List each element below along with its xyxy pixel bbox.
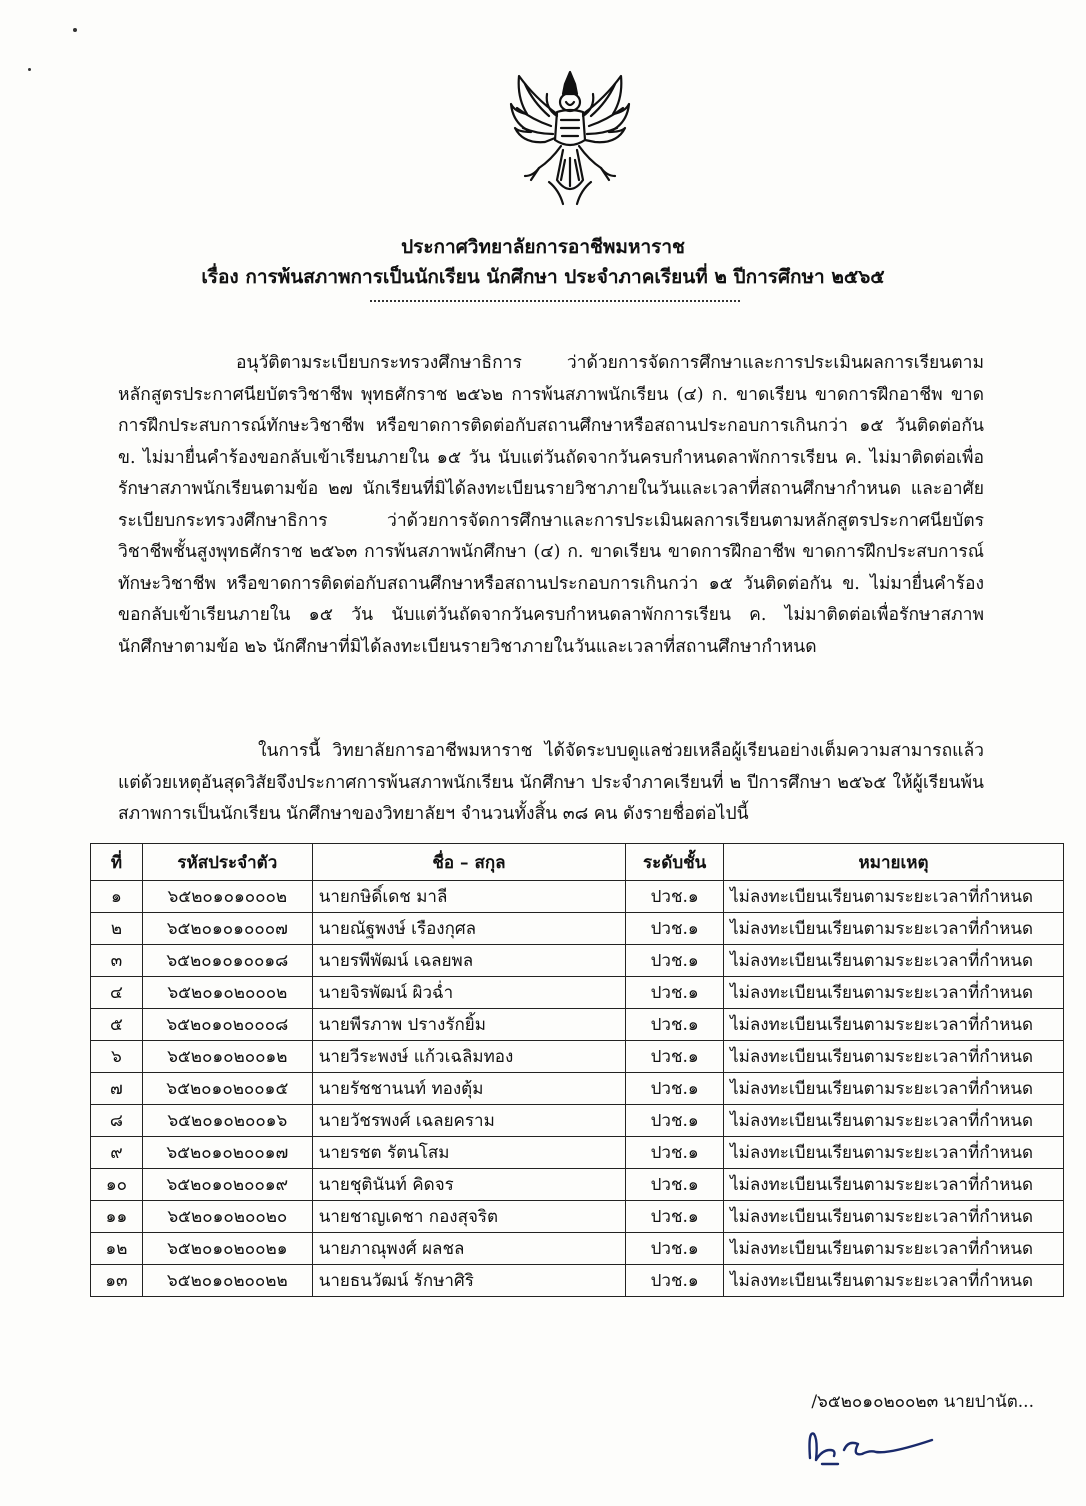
table-header-row	[91, 844, 1064, 881]
table-row	[91, 1265, 1064, 1297]
row-number: ๙	[91, 1137, 143, 1169]
table-row	[91, 1009, 1064, 1041]
student-name: นายธนวัฒน์ รักษาศิริ	[312, 1265, 625, 1297]
class-level: ปวช.๑	[626, 945, 724, 977]
row-number: ๑๐	[91, 1169, 143, 1201]
class-level: ปวช.๑	[626, 1169, 724, 1201]
body-paragraph-2: ในการนี้ วิทยาลัยการอาชีพมหาราช ได้จัดระบบดูแลช่วยเหลือผู้เรียนอย่างเต็มความสามารถแล้วแต่ด้วยเหตุอันสุดวิสัยจึงประกาศการพ้นสภาพนักเรียน นักศึกษา ประจำภาคเรียนที่ ๒ ปีการศึกษา ๒๕๖๕ ให้ผู้เรียนพ้นสภาพการเป็นนักเรียน นักศึกษาของวิทยาลัยฯ จำนวนทั้งสิ้น ๓๘ คน ดังรายชื่อต่อไปนี้	[118, 741, 984, 824]
class-level: ปวช.๑	[626, 1201, 724, 1233]
row-number: ๗	[91, 1073, 143, 1105]
table-body	[91, 881, 1064, 1297]
speck-mark	[28, 68, 31, 71]
class-level: ปวช.๑	[626, 1041, 724, 1073]
row-number: ๘	[91, 1105, 143, 1137]
table-row	[91, 1233, 1064, 1265]
student-table	[90, 843, 1064, 1297]
remark: ไม่ลงทะเบียนเรียนตามระยะเวลาที่กำหนด	[724, 1169, 1064, 1201]
row-number: ๑๓	[91, 1265, 143, 1297]
student-id: ๖๕๒๐๑๐๑๐๐๐๗	[142, 913, 312, 945]
class-level: ปวช.๑	[626, 1105, 724, 1137]
student-name: นายกษิดิ์เดช มาลี	[312, 881, 625, 913]
remark: ไม่ลงทะเบียนเรียนตามระยะเวลาที่กำหนด	[724, 1073, 1064, 1105]
table-row	[91, 1041, 1064, 1073]
table-row	[91, 945, 1064, 977]
announcement-title: ประกาศวิทยาลัยการอาชีพมหาราช	[401, 236, 685, 258]
student-id: ๖๕๒๐๑๐๑๐๐๐๒	[142, 881, 312, 913]
remark: ไม่ลงทะเบียนเรียนตามระยะเวลาที่กำหนด	[724, 1233, 1064, 1265]
table-row	[91, 1169, 1064, 1201]
table-row	[91, 1105, 1064, 1137]
remark: ไม่ลงทะเบียนเรียนตามระยะเวลาที่กำหนด	[724, 1201, 1064, 1233]
remark: ไม่ลงทะเบียนเรียนตามระยะเวลาที่กำหนด	[724, 945, 1064, 977]
student-id: ๖๕๒๐๑๐๒๐๐๒๑	[142, 1233, 312, 1265]
announcement-subject: เรื่อง การพ้นสภาพการเป็นนักเรียน นักศึกษา ประจำภาคเรียนที่ ๒ ปีการศึกษา ๒๕๖๕	[201, 266, 885, 288]
student-name: นายรัชชานนท์ ทองตุ้ม	[312, 1073, 625, 1105]
class-level: ปวช.๑	[626, 1073, 724, 1105]
student-name: นายจิรพัฒน์ ผิวฉ่ำ	[312, 977, 625, 1009]
student-name: นายรชต รัตนโสม	[312, 1137, 625, 1169]
table-row	[91, 1073, 1064, 1105]
class-level: ปวช.๑	[626, 1265, 724, 1297]
student-id: ๖๕๒๐๑๐๒๐๐๑๗	[142, 1137, 312, 1169]
student-name: นายภาณุพงศ์ ผลชล	[312, 1233, 625, 1265]
continuation-note: /๖๕๒๐๑๐๒๐๐๒๓ นายปานัต...	[811, 1392, 1034, 1412]
student-id: ๖๕๒๐๑๐๒๐๐๑๕	[142, 1073, 312, 1105]
class-level: ปวช.๑	[626, 1009, 724, 1041]
header-remark: หมายเหตุ	[724, 844, 1064, 881]
row-number: ๑๑	[91, 1201, 143, 1233]
table-row	[91, 977, 1064, 1009]
remark: ไม่ลงทะเบียนเรียนตามระยะเวลาที่กำหนด	[724, 1265, 1064, 1297]
dotted-divider	[370, 300, 740, 302]
row-number: ๑	[91, 881, 143, 913]
remark: ไม่ลงทะเบียนเรียนตามระยะเวลาที่กำหนด	[724, 913, 1064, 945]
student-name: นายรพีพัฒน์ เฉลยพล	[312, 945, 625, 977]
student-name: นายชุตินันท์ คิดจร	[312, 1169, 625, 1201]
garuda-emblem-icon	[505, 68, 635, 208]
class-level: ปวช.๑	[626, 1233, 724, 1265]
row-number: ๑๒	[91, 1233, 143, 1265]
table-row	[91, 913, 1064, 945]
student-name: นายวัชรพงศ์ เฉลยคราม	[312, 1105, 625, 1137]
remark: ไม่ลงทะเบียนเรียนตามระยะเวลาที่กำหนด	[724, 1105, 1064, 1137]
class-level: ปวช.๑	[626, 1137, 724, 1169]
student-id: ๖๕๒๐๑๐๒๐๐๐๒	[142, 977, 312, 1009]
header-no: ที่	[91, 844, 143, 881]
class-level: ปวช.๑	[626, 881, 724, 913]
row-number: ๕	[91, 1009, 143, 1041]
student-id: ๖๕๒๐๑๐๒๐๐๒๒	[142, 1265, 312, 1297]
header-student-id: รหัสประจำตัว	[142, 844, 312, 881]
student-name: นายพีรภาพ ปรางรักยิ้ม	[312, 1009, 625, 1041]
remark: ไม่ลงทะเบียนเรียนตามระยะเวลาที่กำหนด	[724, 1009, 1064, 1041]
student-id: ๖๕๒๐๑๐๒๐๐๑๒	[142, 1041, 312, 1073]
student-name: นายชาญเดชา กองสุจริต	[312, 1201, 625, 1233]
remark: ไม่ลงทะเบียนเรียนตามระยะเวลาที่กำหนด	[724, 1041, 1064, 1073]
row-number: ๒	[91, 913, 143, 945]
student-id: ๖๕๒๐๑๐๒๐๐๑๖	[142, 1105, 312, 1137]
student-name: นายณัฐพงษ์ เรืองกุศล	[312, 913, 625, 945]
class-level: ปวช.๑	[626, 977, 724, 1009]
remark: ไม่ลงทะเบียนเรียนตามระยะเวลาที่กำหนด	[724, 977, 1064, 1009]
student-id: ๖๕๒๐๑๐๒๐๐๑๙	[142, 1169, 312, 1201]
student-id: ๖๕๒๐๑๐๑๐๐๑๘	[142, 945, 312, 977]
student-id: ๖๕๒๐๑๐๒๐๐๐๘	[142, 1009, 312, 1041]
row-number: ๔	[91, 977, 143, 1009]
header-level: ระดับชั้น	[626, 844, 724, 881]
class-level: ปวช.๑	[626, 913, 724, 945]
speck-mark	[73, 28, 77, 32]
table-row	[91, 881, 1064, 913]
body-paragraph-1: อนุวัติตามระเบียบกระทรวงศึกษาธิการ ว่าด้วยการจัดการศึกษาและการประเมินผลการเรียนตามหลักสูตรประกาศนียบัตรวิชาชีพ พุทธศักราช ๒๕๖๒ การพ้นสภาพนักเรียน (๔) ก. ขาดเรียน ขาดการฝึกอาชีพ ขาดการฝึกประสบการณ์ทักษะวิชาชีพ หรือขาดการติดต่อกับสถานศึกษาหรือสถานประกอบการเกินกว่า ๑๕ วันติดต่อกัน ข. ไม่มายื่นคำร้องขอกลับเข้าเรียนภายใน ๑๕ วัน นับแต่วันถัดจากวันครบกำหนดลาพักการเรียน ค. ไม่มาติดต่อเพื่อรักษาสภาพนักเรียนตามข้อ ๒๗ นักเรียนที่มิได้ลงทะเบียนรายวิชาภายในวันและเวลาที่สถานศึกษากำหนด และอาศัยระเบียบกระทรวงศึกษาธิการ ว่าด้วยการจัดการศึกษาและการประเมินผลการเรียนตามหลักสูตรประกาศนียบัตรวิชาชีพชั้นสูงพุทธศักราช ๒๕๖๓ การพ้นสภาพนักศึกษา (๔) ก. ขาดเรียน ขาดการฝึกอาชีพ ขาดการฝึกประสบการณ์ทักษะวิชาชีพ หรือขาดการติดต่อกับสถานศึกษาหรือสถานประกอบการเกินกว่า ๑๕ วันติดต่อกัน ข. ไม่มายื่นคำร้องขอกลับเข้าเรียนภายใน ๑๕ วัน นับแต่วันถัดจากวันครบกำหนดลาพักการเรียน ค. ไม่มาติดต่อเพื่อรักษาสภาพนักศึกษาตามข้อ ๒๖ นักศึกษาที่มิได้ลงทะเบียนรายวิชาภายในวันและเวลาที่สถานศึกษากำหนด	[118, 353, 984, 657]
table-row	[91, 1137, 1064, 1169]
table-row	[91, 1201, 1064, 1233]
student-name: นายวีระพงษ์ แก้วเฉลิมทอง	[312, 1041, 625, 1073]
row-number: ๖	[91, 1041, 143, 1073]
signature-icon	[800, 1420, 940, 1470]
student-id: ๖๕๒๐๑๐๒๐๐๒๐	[142, 1201, 312, 1233]
remark: ไม่ลงทะเบียนเรียนตามระยะเวลาที่กำหนด	[724, 1137, 1064, 1169]
remark: ไม่ลงทะเบียนเรียนตามระยะเวลาที่กำหนด	[724, 881, 1064, 913]
row-number: ๓	[91, 945, 143, 977]
header-name: ชื่อ – สกุล	[312, 844, 625, 881]
